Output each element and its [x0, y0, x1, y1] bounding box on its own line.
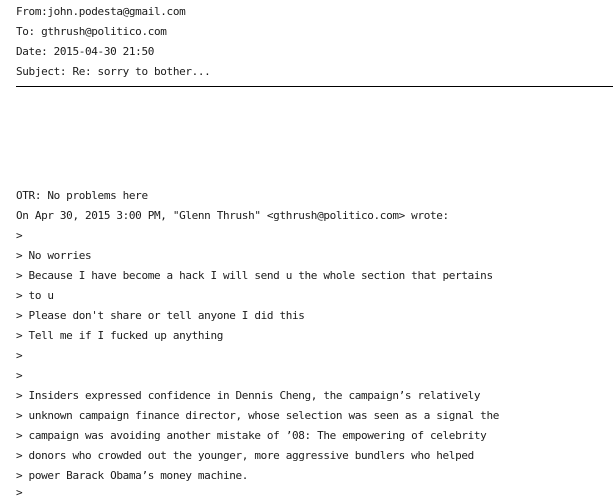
quoted-line: > Insiders expressed confidence in Dennis Cheng, the campaign’s relatively — [16, 389, 481, 402]
quoted-line: > Tell me if I fucked up anything — [16, 329, 223, 342]
quoted-line: > unknown campaign finance director, whose selection was seen as a signal the — [16, 409, 499, 422]
quoted-line: > — [16, 349, 23, 362]
subject-line: Subject: Re: sorry to bother... — [16, 65, 211, 78]
quoted-line: > power Barack Obama’s money machine. — [16, 469, 249, 482]
quoted-line: > Because I have become a hack I will send u the whole section that pertains — [16, 269, 493, 282]
quoted-line: > — [16, 369, 23, 382]
quoted-line: > to u — [16, 289, 54, 302]
date-line: Date: 2015-04-30 21:50 — [16, 45, 154, 58]
quoted-line: > — [16, 486, 23, 499]
quoted-line: > No worries — [16, 249, 92, 262]
from-line: From:john.podesta@gmail.com — [16, 5, 186, 18]
quoted-line: > donors who crowded out the younger, more aggressive bundlers who helped — [16, 449, 474, 462]
to-line: To: gthrush@politico.com — [16, 25, 167, 38]
reply-text: OTR: No problems here — [16, 189, 148, 202]
attribution-line: On Apr 30, 2015 3:00 PM, "Glenn Thrush" <gthrush@politico.com> wrote: — [16, 209, 449, 222]
quoted-line: > campaign was avoiding another mistake of ’08: The empowering of celebrity — [16, 429, 487, 442]
header-divider — [16, 86, 613, 87]
quoted-line: > — [16, 229, 23, 242]
quoted-line: > Please don't share or tell anyone I did this — [16, 309, 305, 322]
